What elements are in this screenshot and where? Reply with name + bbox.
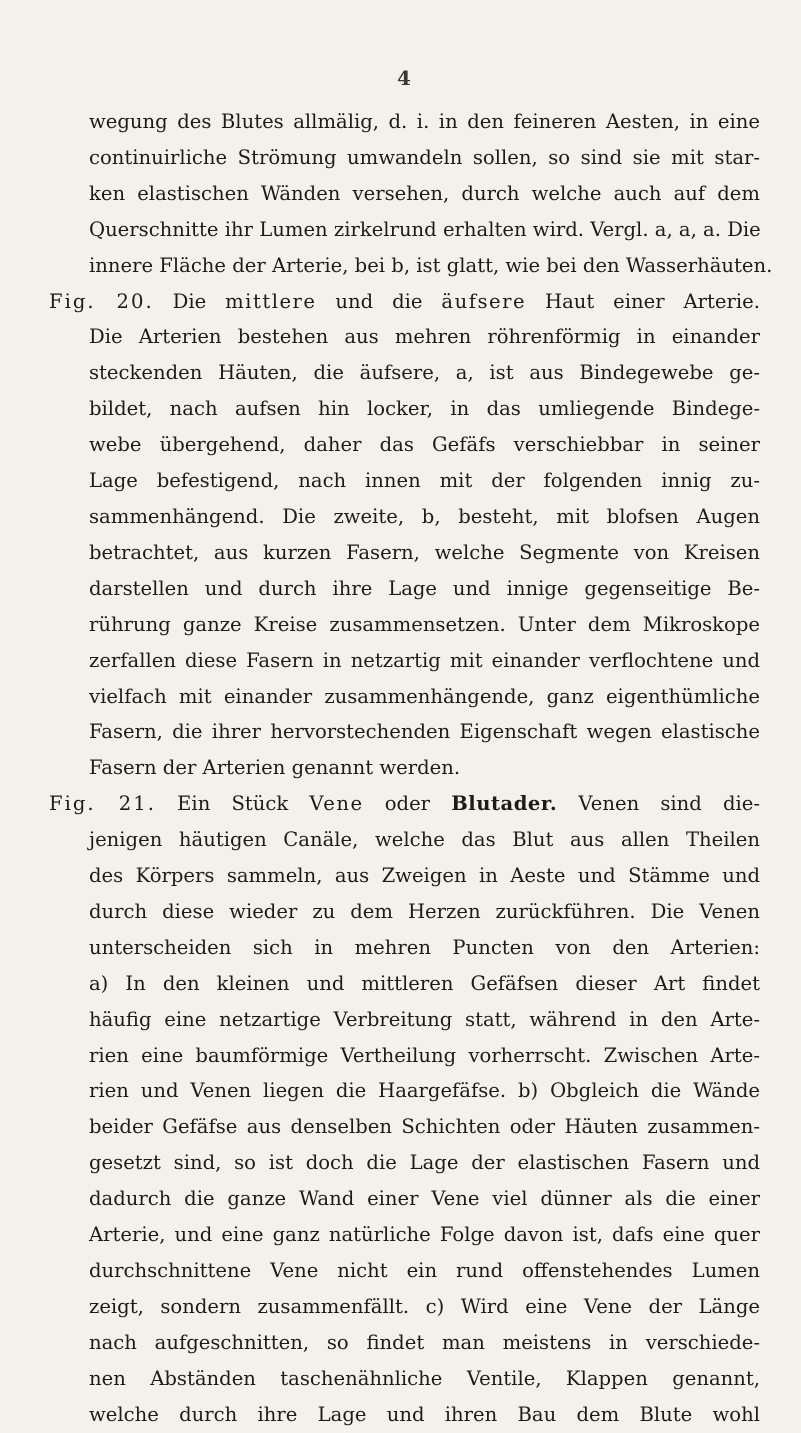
text-line: Fasern, die ihrer hervorstechenden Eigenschaft wegen elastische (89, 720, 760, 744)
heading-text: Ein Stück (177, 792, 289, 816)
heading-term: Vene (309, 792, 364, 816)
text-line: ken elastischen Wänden versehen, durch welche auch auf dem (89, 181, 760, 205)
heading-text: Venen sind die- (578, 792, 761, 816)
text-line: Fasern der Arterien genannt werden. (89, 756, 461, 780)
text-line: welche durch ihre Lage und ihren Bau dem Blute wohl (89, 1402, 760, 1426)
text-line: rührung ganze Kreise zusammensetzen. Unter dem Mikroskope (89, 612, 760, 636)
text-line: Querschnitte ihr Lumen zirkelrund erhalten wird. Vergl. a, a, a. Die (89, 217, 761, 241)
figure-label: Fig. 20. (49, 289, 154, 313)
text-line: webe übergehend, daher das Gefäfs verschiebbar in seiner (89, 433, 760, 457)
text-line: Lage befestigend, nach innen mit der folgenden innig zu- (89, 469, 760, 493)
heading-term: äufsere (441, 289, 527, 313)
text-line: des Körpers sammeln, aus Zweigen in Aeste und Stämme und (89, 864, 760, 888)
heading-text: Die (172, 289, 207, 313)
text-line: beider Gefäfse aus denselben Schichten oder Häuten zusammen- (89, 1115, 760, 1139)
text-line: betrachtet, aus kurzen Fasern, welche Segmente von Kreisen (89, 540, 760, 564)
heading-term: Blutader. (451, 792, 558, 816)
text-line: Arterie, und eine ganz natürliche Folge davon ist, dafs eine quer (89, 1223, 760, 1247)
text-line: wegung des Blutes allmälig, d. i. in den feineren Aesten, in eine (89, 110, 760, 133)
text-line: dadurch die ganze Wand einer Vene viel dünner als die einer (89, 1187, 760, 1211)
text-line: rien und Venen liegen die Haargefäfse. b) Obgleich die Wände (89, 1079, 760, 1103)
heading-text: und die (335, 289, 423, 313)
body-text (49, 104, 773, 1433)
text-line: jenigen häutigen Canäle, welche das Blut aus allen Theilen (89, 828, 760, 852)
text-line: steckenden Häuten, die äufsere, a, ist aus Bindegewebe ge- (89, 361, 760, 385)
text-line: sammenhängend. Die zweite, b, besteht, mit blofsen Augen (89, 504, 760, 528)
text-line: darstellen und durch ihre Lage und innige gegenseitige Be- (89, 576, 760, 600)
text-line: bildet, nach aufsen hin locker, in das umliegende Bindege- (89, 397, 760, 421)
text-line: häufig eine netzartige Verbreitung statt, während in den Arte- (89, 1007, 760, 1031)
text-line: zerfallen diese Fasern in netzartig mit einander verflochtene und (89, 648, 760, 672)
text-line: nach aufgeschnitten, so findet man meistens in verschiede- (89, 1330, 760, 1354)
text-line: rien eine baumförmige Vertheilung vorherrscht. Zwischen Arte- (89, 1043, 760, 1067)
text-line: continuirliche Strömung umwandeln sollen, so sind sie mit star- (89, 145, 760, 169)
text-line: nen Abständen taschenähnliche Ventile, Klappen genannt, (89, 1366, 760, 1390)
text-line: unterscheiden sich in mehren Puncten von den Arterien: (89, 935, 760, 959)
text-line: a) In den kleinen und mittleren Gefäfsen dieser Art findet (89, 971, 760, 995)
heading-text: Haut einer Arterie. (545, 289, 760, 313)
figure-heading-20 (49, 284, 760, 320)
figure-label: Fig. 21. (49, 792, 156, 816)
text-line: durchschnittene Vene nicht ein rund offenstehendes Lumen (89, 1259, 760, 1282)
text-line: Die Arterien bestehen aus mehren röhrenförmig in einander (89, 325, 760, 349)
text-line: gesetzt sind, so ist doch die Lage der elastischen Fasern und (89, 1151, 760, 1175)
text-line: vielfach mit einander zusammenhängende, ganz eigenthümliche (89, 684, 760, 708)
text-line: innere Fläche der Arterie, bei b, ist glatt, wie bei den Wasserhäuten. (89, 253, 773, 277)
text-line: durch diese wieder zu dem Herzen zurückführen. Die Venen (89, 899, 760, 923)
text-line: zeigt, sondern zusammenfällt. c) Wird eine Vene der Länge (89, 1294, 760, 1318)
page-number: 4 (397, 66, 411, 90)
heading-text: oder (384, 792, 431, 816)
figure-heading-21 (49, 786, 760, 822)
heading-term: mittlere (225, 289, 317, 313)
